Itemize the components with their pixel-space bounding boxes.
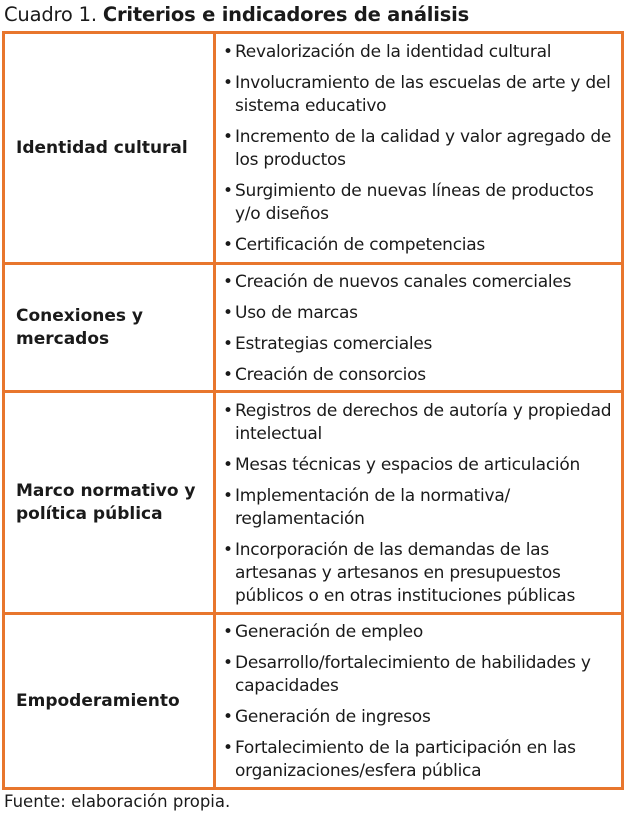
bullet-icon: • [223,364,233,385]
bullet-icon: • [223,42,233,62]
indicator-text: Generación de empleo [235,622,423,642]
caption-label: Cuadro 1. [4,3,97,26]
bullet-icon: • [223,707,233,727]
indicators-cell [215,33,623,264]
list-item [223,621,617,644]
list-item [223,737,617,783]
list-item [223,400,617,446]
indicator-text: Implementación de la normativa/ reglamentación [235,485,510,529]
indicator-text: Generación de ingresos [235,707,431,727]
list-item [223,180,617,226]
indicator-text: Creación de nuevos canales comerciales [235,271,572,292]
indicator-text: Incremento de la calidad y valor agregado de los productos [235,127,612,170]
bullet-icon: • [223,454,233,475]
list-item [223,333,617,356]
indicator-text: Involucramiento de las escuelas de arte y del sistema educativo [235,73,611,116]
indicator-text: Registros de derechos de autoría y propiedad intelectual [235,400,612,444]
caption-title: Criterios e indicadores de análisis [102,3,470,26]
criteria-table [2,31,624,790]
bullet-icon: • [223,333,233,354]
bullet-icon: • [223,738,233,758]
table-row [4,614,623,789]
criterion-cell: Marco normativo y política pública [4,392,215,614]
bullet-icon: • [223,400,233,421]
criterion-cell: Identidad cultural [4,33,215,264]
list-item [223,485,617,531]
list-item [223,302,617,325]
list-item [223,454,617,477]
indicators-cell [215,392,623,614]
table-row [4,33,623,264]
indicator-text: Incorporación de las demandas de las artesanas y artesanos en presupuestos públicos o en otras instituciones públicas [235,539,576,606]
indicator-text: Estrategias comerciales [235,333,433,354]
list-item [223,41,617,64]
list-item [223,126,617,172]
criterion-cell: Conexiones y mercados [4,264,215,392]
source-note: Fuente: elaboración propia. [4,792,231,811]
table-caption [4,2,469,28]
indicators-cell [215,264,623,392]
indicator-text: Fortalecimiento de la participación en las organizaciones/esfera pública [235,738,576,781]
indicator-text: Uso de marcas [235,302,358,323]
bullet-icon: • [223,73,233,93]
list-item [223,706,617,729]
indicator-text: Desarrollo/fortalecimiento de habilidades y capacidades [235,653,591,696]
bullet-icon: • [223,653,233,673]
list-item [223,539,617,608]
bullet-icon: • [223,127,233,147]
indicator-list [223,621,617,783]
bullet-icon: • [223,181,233,201]
bullet-icon: • [223,235,233,255]
indicator-text: Surgimiento de nuevas líneas de productos y/o diseños [235,181,594,224]
bullet-icon: • [223,271,233,292]
indicator-list [223,41,617,257]
criterion-cell: Empoderamiento [4,614,215,789]
bullet-icon: • [223,622,233,642]
indicator-text: Certificación de competencias [235,235,486,255]
indicator-text: Revalorización de la identidad cultural [235,42,552,62]
bullet-icon: • [223,485,233,506]
list-item [223,271,617,294]
bullet-icon: • [223,539,233,560]
list-item [223,72,617,118]
indicator-text: Mesas técnicas y espacios de articulación [235,454,581,475]
list-item [223,234,617,257]
table-row [4,392,623,614]
table-row [4,264,623,392]
indicator-text: Creación de consorcios [235,364,426,385]
indicator-list [223,271,617,387]
indicator-list [223,400,617,608]
list-item [223,652,617,698]
bullet-icon: • [223,302,233,323]
indicators-cell [215,614,623,789]
list-item [223,364,617,387]
